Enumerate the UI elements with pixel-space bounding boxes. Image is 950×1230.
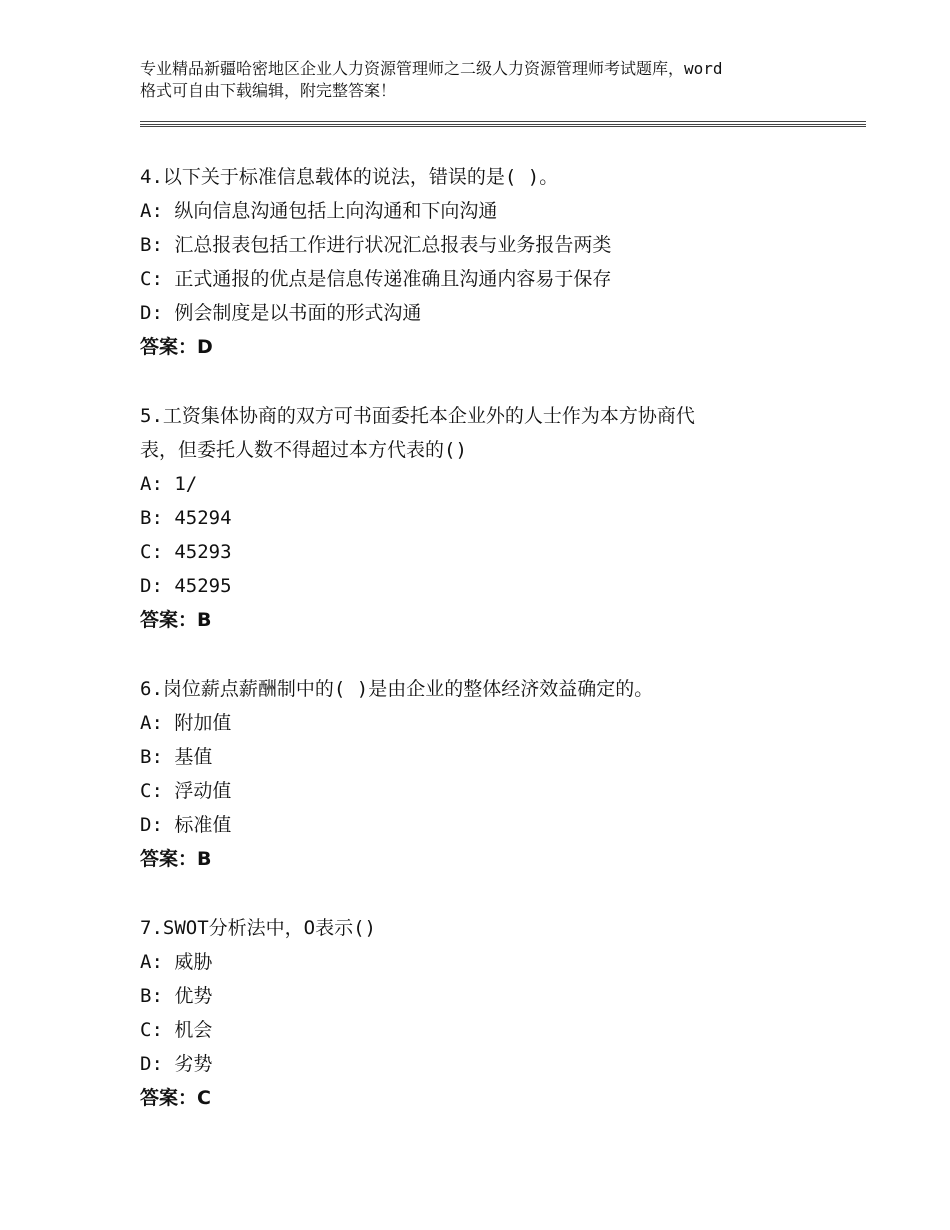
option-c: C: 浮动值 — [140, 780, 232, 802]
option-c: C: 正式通报的优点是信息传递准确且沟通内容易于保存 — [140, 268, 612, 290]
question-stem: 4.以下关于标准信息载体的说法，错误的是( )。 — [140, 166, 559, 188]
question-6 — [140, 672, 800, 876]
header-line-1: 专业精品新疆哈密地区企业人力资源管理师之二级人力资源管理师考试题库，word — [140, 59, 723, 78]
question-7 — [140, 911, 800, 1115]
option-c: C: 机会 — [140, 1019, 213, 1041]
answer-label: 答案：B — [140, 609, 212, 631]
option-d: D: 劣势 — [140, 1053, 213, 1075]
header-divider — [140, 121, 866, 122]
option-d: D: 标准值 — [140, 814, 232, 836]
document-header — [140, 58, 830, 102]
option-b: B: 45294 — [140, 507, 232, 529]
option-d: D: 例会制度是以书面的形式沟通 — [140, 302, 422, 324]
question-stem-continued: 表，但委托人数不得超过本方代表的() — [140, 439, 467, 461]
answer-label: 答案：D — [140, 336, 213, 358]
header-divider — [140, 124, 866, 125]
option-a: A: 威胁 — [140, 951, 213, 973]
option-a: A: 纵向信息沟通包括上向沟通和下向沟通 — [140, 200, 498, 222]
header-line-2: 格式可自由下载编辑，附完整答案！ — [140, 81, 397, 100]
option-b: B: 优势 — [140, 985, 213, 1007]
option-a: A: 附加值 — [140, 712, 232, 734]
option-a: A: 1/ — [140, 473, 198, 495]
question-4 — [140, 160, 800, 364]
option-b: B: 汇总报表包括工作进行状况汇总报表与业务报告两类 — [140, 234, 612, 256]
option-c: C: 45293 — [140, 541, 232, 563]
question-5 — [140, 399, 800, 637]
question-stem: 7.SWOT分析法中，O表示() — [140, 917, 376, 939]
question-stem: 6.岗位薪点薪酬制中的( )是由企业的整体经济效益确定的。 — [140, 678, 654, 700]
question-stem: 5.工资集体协商的双方可书面委托本企业外的人士作为本方协商代 — [140, 405, 695, 427]
option-d: D: 45295 — [140, 575, 232, 597]
question-list — [140, 160, 800, 1150]
header-divider — [140, 126, 866, 127]
answer-label: 答案：B — [140, 848, 212, 870]
option-b: B: 基值 — [140, 746, 213, 768]
answer-label: 答案：C — [140, 1087, 211, 1109]
